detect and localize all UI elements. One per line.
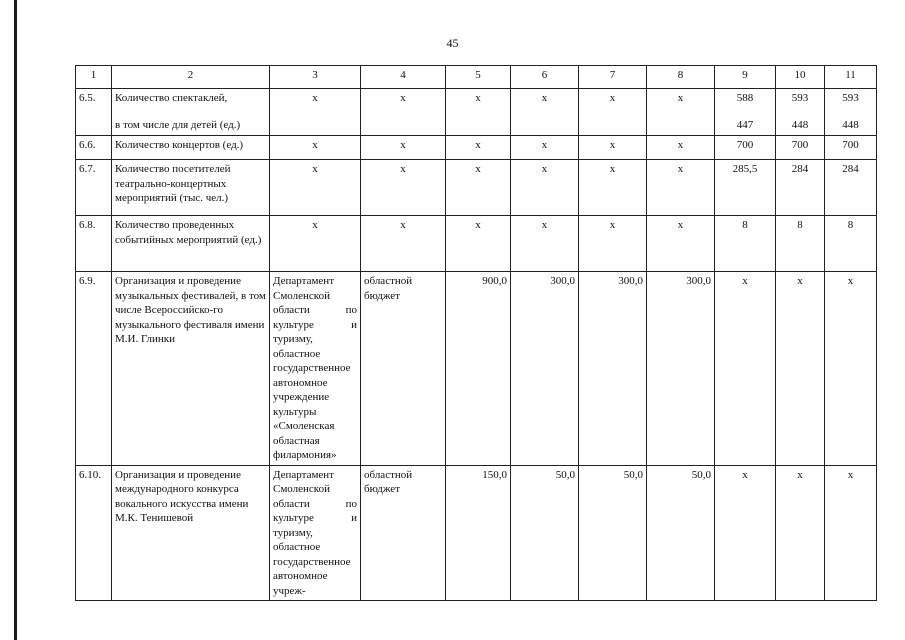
cell-col10: x bbox=[776, 272, 825, 466]
budget-table bbox=[75, 65, 877, 601]
cell-col8: 50,0 bbox=[647, 465, 715, 601]
row-name: Количество спектаклей, bbox=[115, 92, 228, 104]
cell-col7: x bbox=[579, 160, 647, 216]
row-number: 6.9. bbox=[76, 272, 112, 466]
row-number: 6.10. bbox=[76, 465, 112, 601]
cell-col8: x bbox=[647, 136, 715, 160]
cell-responsible: Департамент Смоленской области по культуре и туризму, областное государственное автономное учреждение культуры «Смоленская областная филармония» bbox=[270, 272, 361, 466]
cell-col3: x bbox=[270, 160, 361, 216]
cell-responsible: Департамент Смоленской области по культуре и туризму, областное государственное автономное учреж- bbox=[270, 465, 361, 601]
cell-col6: 50,0 bbox=[511, 465, 579, 601]
column-header: 9 bbox=[715, 66, 776, 89]
cell-col4: x bbox=[361, 89, 446, 136]
cell-col10: 284 bbox=[776, 160, 825, 216]
table-row bbox=[76, 160, 877, 216]
cell-col6: x bbox=[511, 160, 579, 216]
cell-col7: 50,0 bbox=[579, 465, 647, 601]
cell-funding-source: областной бюджет bbox=[361, 465, 446, 601]
row-number: 6.7. bbox=[76, 160, 112, 216]
column-header: 5 bbox=[446, 66, 511, 89]
value: 593 bbox=[842, 92, 859, 104]
value-sub: 447 bbox=[736, 118, 754, 131]
column-header: 4 bbox=[361, 66, 446, 89]
cell-col9: 700 bbox=[715, 136, 776, 160]
cell-col5: x bbox=[446, 89, 511, 136]
column-header: 2 bbox=[112, 66, 270, 89]
column-header: 1 bbox=[76, 66, 112, 89]
cell-col11: 700 bbox=[825, 136, 877, 160]
row-number: 6.6. bbox=[76, 136, 112, 160]
cell-col10: 700 bbox=[776, 136, 825, 160]
cell-col4: x bbox=[361, 136, 446, 160]
cell-col7: x bbox=[579, 89, 647, 136]
column-header: 10 bbox=[776, 66, 825, 89]
cell-col8: x bbox=[647, 216, 715, 272]
cell-col7: x bbox=[579, 136, 647, 160]
cell-col5: x bbox=[446, 160, 511, 216]
cell-col8: x bbox=[647, 89, 715, 136]
value: 593 bbox=[791, 92, 809, 104]
cell-col11: x bbox=[825, 465, 877, 601]
column-header: 6 bbox=[511, 66, 579, 89]
cell-col3: x bbox=[270, 136, 361, 160]
cell-col6: 300,0 bbox=[511, 272, 579, 466]
cell-col9: 285,5 bbox=[715, 160, 776, 216]
column-header: 3 bbox=[270, 66, 361, 89]
table-row bbox=[76, 216, 877, 272]
table-row bbox=[76, 272, 877, 466]
cell-col5: x bbox=[446, 136, 511, 160]
column-header: 11 bbox=[825, 66, 877, 89]
cell-col11: 284 bbox=[825, 160, 877, 216]
page-number: 45 bbox=[446, 36, 459, 50]
cell-col10: 8 bbox=[776, 216, 825, 272]
cell-col4: x bbox=[361, 216, 446, 272]
row-name: Количество проведенных событийных мероприятий (ед.) bbox=[112, 216, 270, 272]
cell-col6: x bbox=[511, 216, 579, 272]
row-number: 6.8. bbox=[76, 216, 112, 272]
cell-col11: 8 bbox=[825, 216, 877, 272]
margin-rule bbox=[14, 0, 17, 640]
value: 588 bbox=[736, 92, 754, 104]
row-name: Организация и проведение международного конкурса вокального искусства имени М.К. Тенишевой bbox=[112, 465, 270, 601]
cell-col9: x bbox=[715, 272, 776, 466]
cell-col10: x bbox=[776, 465, 825, 601]
cell-col4: x bbox=[361, 160, 446, 216]
cell-col7: x bbox=[579, 216, 647, 272]
cell-col9 bbox=[715, 89, 776, 136]
cell-funding-source: областной бюджет bbox=[361, 272, 446, 466]
cell-col9: 8 bbox=[715, 216, 776, 272]
cell-col9: x bbox=[715, 465, 776, 601]
value-sub: 448 bbox=[791, 118, 809, 131]
value-sub: 448 bbox=[842, 118, 859, 131]
cell-col10 bbox=[776, 89, 825, 136]
cell-col5: 900,0 bbox=[446, 272, 511, 466]
row-name-sub: в том числе для детей (ед.) bbox=[115, 118, 241, 131]
cell-col3: x bbox=[270, 89, 361, 136]
cell-col5: x bbox=[446, 216, 511, 272]
cell-col11 bbox=[825, 89, 877, 136]
table-row bbox=[76, 136, 877, 160]
cell-col6: x bbox=[511, 89, 579, 136]
row-name: Количество концертов (ед.) bbox=[112, 136, 270, 160]
cell-col11: x bbox=[825, 272, 877, 466]
column-header: 8 bbox=[647, 66, 715, 89]
cell-col6: x bbox=[511, 136, 579, 160]
table-row bbox=[76, 465, 877, 601]
cell-col7: 300,0 bbox=[579, 272, 647, 466]
row-name: Организация и проведение музыкальных фестивалей, в том числе Всероссийско-го музыкального фестиваля имени М.И. Глинки bbox=[112, 272, 270, 466]
cell-col5: 150,0 bbox=[446, 465, 511, 601]
cell-col3: x bbox=[270, 216, 361, 272]
column-header: 7 bbox=[579, 66, 647, 89]
row-name-cell bbox=[112, 89, 270, 136]
cell-col8: x bbox=[647, 160, 715, 216]
table-header-row bbox=[76, 66, 877, 89]
row-name: Количество посетителей театрально-концертных мероприятий (тыс. чел.) bbox=[112, 160, 270, 216]
row-number: 6.5. bbox=[76, 89, 112, 136]
cell-col8: 300,0 bbox=[647, 272, 715, 466]
table-row bbox=[76, 89, 877, 136]
